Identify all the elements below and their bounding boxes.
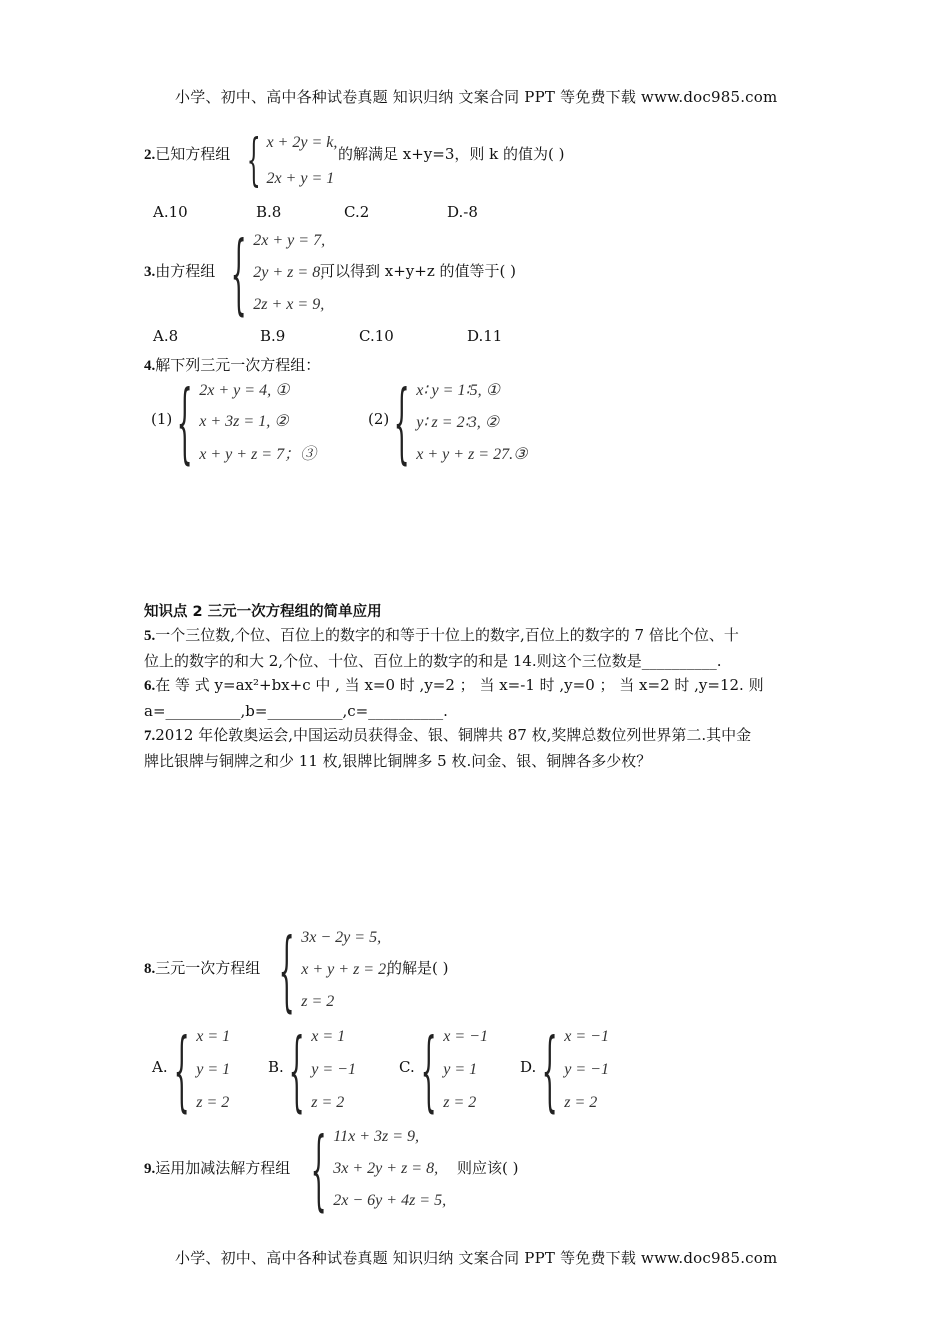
option-c: C.10 xyxy=(359,327,394,345)
system-2-label: (2) xyxy=(368,410,390,428)
equation: 2x + y = 1 xyxy=(266,170,335,187)
left-brace-icon: { xyxy=(393,370,410,474)
option-c: C.2 xyxy=(344,203,370,221)
question-text: 在 等 式 y=ax²+bx+c 中 , 当 x=0 时 ,y=2 ； 当 x=-1 时 ,y=0 ； 当 x=2 时 ,y=12. 则 xyxy=(155,676,764,694)
q8-equation-system xyxy=(272,918,391,1022)
left-brace-icon: { xyxy=(288,1018,305,1122)
equation: x = −1 xyxy=(564,1028,609,1045)
question-text: 一个三位数,个位、百位上的数字的和等于十位上的数字,百位上的数字的 7 倍比个位、十 xyxy=(155,626,739,644)
equation: x + 2y = k, xyxy=(266,134,338,151)
question-text: 已知方程组 xyxy=(155,145,231,163)
equation: 2x − 6y + 4z = 5, xyxy=(333,1192,447,1209)
question-3-tail: 可以得到 x+y+z 的值等于( ) xyxy=(320,262,516,280)
option-c-system xyxy=(414,1018,488,1122)
equation: 2x + y = 7, xyxy=(253,232,326,249)
question-9-tail: 则应该( ) xyxy=(457,1159,519,1177)
left-brace-icon: { xyxy=(173,1018,190,1122)
option-b: B.8 xyxy=(256,203,282,221)
question-number: 7. xyxy=(144,728,156,744)
question-text: 解下列三元一次方程组： xyxy=(155,356,321,374)
section-title: 知识点 2 三元一次方程组的简单应用 xyxy=(144,604,382,620)
option-d: D.11 xyxy=(467,327,503,345)
option-b-system xyxy=(282,1018,356,1122)
q3-equation-system xyxy=(224,221,326,325)
equation: 2y + z = 8, xyxy=(253,264,325,281)
equation: y = −1 xyxy=(311,1061,356,1078)
question-6 xyxy=(144,673,808,724)
option-a: A.8 xyxy=(153,327,179,345)
left-brace-icon: { xyxy=(310,1117,327,1221)
equation: x = 1 xyxy=(196,1028,231,1045)
question-text: 牌比银牌与铜牌之和少 11 枚,银牌比铜牌多 5 枚.问金、银、铜牌各多少枚？ xyxy=(144,752,652,770)
equation: y = 1 xyxy=(196,1061,231,1078)
option-a: A.10 xyxy=(153,203,188,221)
question-number: 4. xyxy=(144,358,156,374)
question-number: 9. xyxy=(144,1161,156,1177)
equation: x + y + z = 27.③ xyxy=(416,446,528,463)
question-4-stem xyxy=(144,354,320,375)
equation: 2x + y = 4, ① xyxy=(199,382,290,399)
equation: z = 2 xyxy=(311,1094,345,1111)
equation: z = 2 xyxy=(564,1094,598,1111)
equation: x + 3z = 1, ② xyxy=(199,412,289,430)
equation: x = 1 xyxy=(311,1028,346,1045)
question-text: a=__________,b=__________,c=__________. xyxy=(144,702,448,720)
equation: x + y + z = 2, xyxy=(301,961,391,978)
question-text: 2012 年伦敦奥运会,中国运动员获得金、银、铜牌共 87 枚,奖牌总数位列世界第二.其中金 xyxy=(155,726,752,744)
question-number: 5. xyxy=(144,628,156,644)
equation: 3x + 2y + z = 8, xyxy=(333,1160,439,1177)
question-text: 运用加减法解方程组 xyxy=(155,1159,291,1177)
option-a-system xyxy=(167,1018,231,1122)
equation: z = 2 xyxy=(443,1094,477,1111)
equation: x = −1 xyxy=(443,1028,488,1045)
question-5 xyxy=(144,623,808,674)
option-b: B. xyxy=(268,1058,284,1076)
q2-equation-system xyxy=(241,128,338,194)
equation: 2z + x = 9, xyxy=(253,296,325,313)
left-brace-icon: { xyxy=(230,221,247,325)
option-b: B.9 xyxy=(260,327,286,345)
question-number: 6. xyxy=(144,678,156,694)
question-text: 位上的数字的和大 2,个位、十位、百位上的数字的和是 14.则这个三位数是__________. xyxy=(144,652,722,670)
question-number: 3. xyxy=(144,264,156,280)
question-8-stem xyxy=(144,957,260,978)
left-brace-icon: { xyxy=(246,128,261,194)
equation: 11x + 3z = 9, xyxy=(333,1128,420,1145)
question-9-stem xyxy=(144,1157,290,1178)
question-text: 三元一次方程组 xyxy=(155,959,261,977)
question-text: 由方程组 xyxy=(155,262,216,280)
equation: z = 2 xyxy=(196,1094,230,1111)
left-brace-icon: { xyxy=(420,1018,437,1122)
option-a: A. xyxy=(152,1058,168,1076)
equation: y∶ z = 2∶3, ② xyxy=(416,414,500,431)
question-number: 8. xyxy=(144,961,156,977)
page-footer: 小学、初中、高中各种试卷真题 知识归纳 文案合同 PPT 等免费下载 www.doc985.com xyxy=(175,1249,778,1267)
q4-system-2 xyxy=(387,370,528,474)
equation: y = 1 xyxy=(443,1061,478,1078)
page-header: 小学、初中、高中各种试卷真题 知识归纳 文案合同 PPT 等免费下载 www.doc985.com xyxy=(175,88,778,106)
equation: 3x − 2y = 5, xyxy=(301,929,382,946)
question-8-tail: 的解是( ) xyxy=(387,959,449,977)
question-3-stem xyxy=(144,260,215,281)
system-1-label: (1) xyxy=(151,410,173,428)
question-number: 2. xyxy=(144,147,156,163)
equation: x∶ y = 1∶5, ① xyxy=(416,382,500,399)
q4-system-1 xyxy=(170,370,317,474)
question-2-tail: 的解满足 x+y=3，则 k 的值为( ) xyxy=(338,145,565,163)
question-2-stem xyxy=(144,143,230,164)
question-7 xyxy=(144,723,808,774)
option-d: D. xyxy=(520,1058,537,1076)
left-brace-icon: { xyxy=(176,370,193,474)
q9-equation-system xyxy=(304,1117,447,1221)
left-brace-icon: { xyxy=(278,918,295,1022)
option-d: D.-8 xyxy=(447,203,478,221)
option-c: C. xyxy=(399,1058,415,1076)
option-d-system xyxy=(535,1018,609,1122)
equation: x + y + z = 7；③ xyxy=(199,446,317,463)
equation: z = 2 xyxy=(301,993,335,1010)
equation: y = −1 xyxy=(564,1061,609,1078)
left-brace-icon: { xyxy=(541,1018,558,1122)
